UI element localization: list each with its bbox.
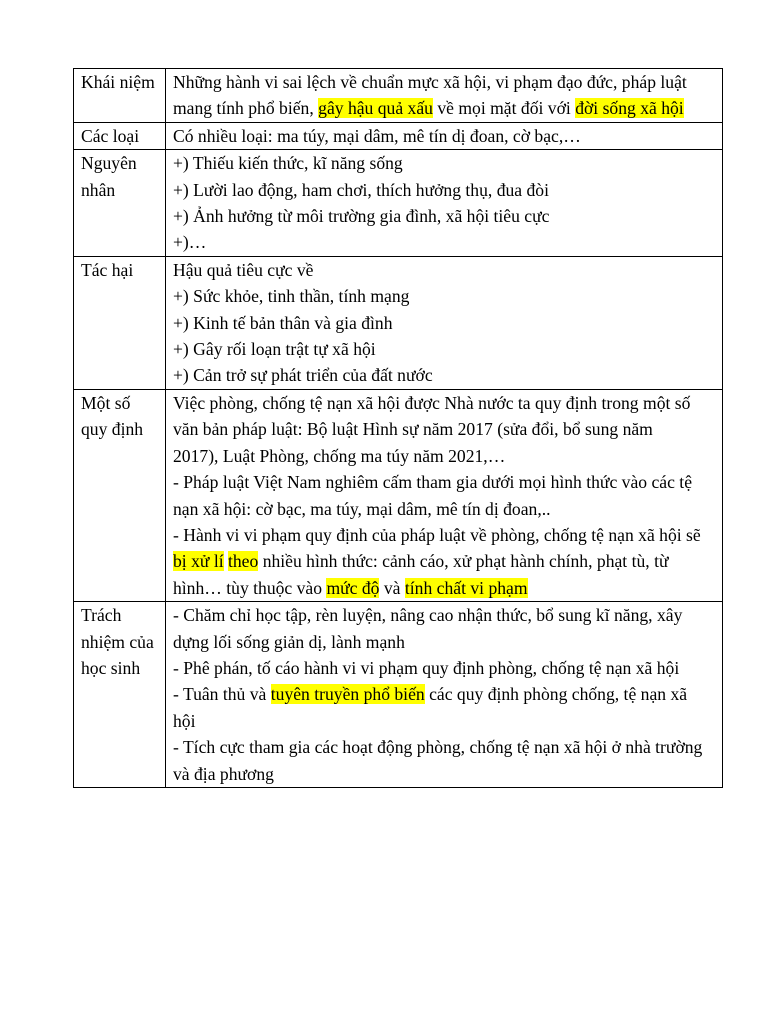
row-label-cell bbox=[74, 69, 166, 123]
text-segment: +)… bbox=[173, 232, 207, 253]
text-segment: - Tuân thủ và bbox=[173, 684, 271, 705]
text-segment: nhiều hình thức: cảnh cáo, xử phạt hành chính, phạt tù, từ bbox=[258, 551, 669, 572]
highlighted-text: đời sống xã hội bbox=[575, 98, 684, 119]
row-label-line: nhân bbox=[81, 179, 116, 200]
highlighted-text: mức độ bbox=[326, 577, 380, 598]
table-row bbox=[74, 256, 723, 389]
text-segment: hội bbox=[173, 710, 196, 731]
row-label-line: Một số bbox=[81, 392, 131, 413]
info-table bbox=[73, 68, 723, 788]
content-line bbox=[173, 575, 719, 601]
content-line bbox=[173, 469, 719, 495]
content-line bbox=[173, 708, 719, 734]
text-segment: - Pháp luật Việt Nam nghiêm cấm tham gia dưới mọi hình thức vào các tệ bbox=[173, 472, 692, 493]
text-segment: - Tích cực tham gia các hoạt động phòng, chống tệ nạn xã hội ở nhà trường bbox=[173, 737, 703, 758]
text-segment: các quy định phòng chống, tệ nạn xã bbox=[424, 684, 688, 705]
content-line bbox=[173, 229, 719, 255]
table-body bbox=[74, 69, 723, 788]
content-line bbox=[173, 522, 719, 548]
content-line bbox=[173, 443, 719, 469]
highlighted-text: gây hậu quả xấu bbox=[318, 98, 433, 119]
text-segment: hình… tùy thuộc vào bbox=[173, 577, 327, 598]
highlighted-text: tính chất vi phạm bbox=[404, 577, 528, 598]
content-line bbox=[173, 761, 719, 787]
row-content-cell bbox=[166, 602, 723, 788]
row-label-line: quy định bbox=[81, 419, 144, 440]
highlighted-text: bị xử lí bbox=[173, 551, 224, 572]
text-segment: +) Gây rối loạn trật tự xã hội bbox=[173, 339, 376, 360]
row-content-cell bbox=[166, 69, 723, 123]
row-label-cell bbox=[74, 122, 166, 149]
text-segment: dựng lối sống giản dị, lành mạnh bbox=[173, 631, 405, 652]
content-line bbox=[173, 177, 719, 203]
content-line bbox=[173, 602, 719, 628]
content-line bbox=[173, 362, 719, 388]
text-segment: Hậu quả tiêu cực về bbox=[173, 259, 314, 280]
text-segment: nạn xã hội: cờ bạc, ma túy, mại dâm, mê tín dị đoan,.. bbox=[173, 498, 551, 519]
text-segment: về mọi mặt đối với bbox=[432, 98, 576, 119]
content-line bbox=[173, 734, 719, 760]
row-label-line: học sinh bbox=[81, 657, 141, 678]
content-line bbox=[173, 95, 719, 121]
content-line bbox=[173, 69, 719, 95]
text-segment: Việc phòng, chống tệ nạn xã hội được Nhà nước ta quy định trong một số bbox=[173, 392, 691, 413]
row-label-cell bbox=[74, 150, 166, 257]
row-label-line: nhiệm của bbox=[81, 631, 154, 652]
text-segment: Những hành vi sai lệch về chuẩn mực xã hội, vi phạm đạo đức, pháp luật bbox=[173, 72, 687, 92]
row-content-cell bbox=[166, 150, 723, 257]
table-row bbox=[74, 150, 723, 257]
content-line bbox=[173, 150, 719, 176]
text-segment: văn bản pháp luật: Bộ luật Hình sự năm 2017 (sửa đổi, bổ sung năm bbox=[173, 419, 653, 440]
row-label-line: Các loại bbox=[81, 125, 140, 146]
text-segment: +) Ảnh hưởng từ môi trường gia đình, xã hội tiêu cực bbox=[173, 206, 550, 227]
table-row bbox=[74, 69, 723, 123]
text-segment: và địa phương bbox=[173, 763, 274, 784]
content-line bbox=[173, 416, 719, 442]
row-content-cell bbox=[166, 122, 723, 149]
content-line bbox=[173, 257, 719, 283]
row-label-cell bbox=[74, 256, 166, 389]
content-line bbox=[173, 283, 719, 309]
row-label-line: Trách bbox=[81, 605, 122, 626]
content-line bbox=[173, 123, 719, 149]
text-segment: mang tính phổ biến, bbox=[173, 98, 319, 119]
table-row bbox=[74, 602, 723, 788]
content-line bbox=[173, 310, 719, 336]
text-segment: +) Kinh tế bản thân và gia đình bbox=[173, 312, 393, 333]
text-segment: - Chăm chỉ học tập, rèn luyện, nâng cao nhận thức, bổ sung kĩ năng, xây bbox=[173, 605, 683, 626]
text-segment: Có nhiều loại: ma túy, mại dâm, mê tín dị đoan, cờ bạc,… bbox=[173, 125, 581, 146]
row-label-line: Nguyên bbox=[81, 153, 137, 174]
text-segment: +) Lười lao động, ham chơi, thích hưởng thụ, đua đòi bbox=[173, 179, 549, 200]
content-line bbox=[173, 681, 719, 707]
row-label-line: Tác hại bbox=[81, 259, 134, 280]
highlighted-text: theo bbox=[228, 551, 259, 572]
text-segment: +) Thiếu kiến thức, kĩ năng sống bbox=[173, 153, 403, 174]
row-content-cell bbox=[166, 256, 723, 389]
content-line bbox=[173, 655, 719, 681]
text-segment: +) Sức khỏe, tinh thần, tính mạng bbox=[173, 286, 410, 307]
row-label-line: Khái niệm bbox=[81, 72, 155, 92]
content-line bbox=[173, 203, 719, 229]
content-line bbox=[173, 390, 719, 416]
content-line bbox=[173, 629, 719, 655]
highlighted-text: tuyên truyền phổ biến bbox=[270, 684, 425, 705]
content-line bbox=[173, 496, 719, 522]
row-content-cell bbox=[166, 389, 723, 601]
table-row bbox=[74, 122, 723, 149]
text-segment: và bbox=[379, 577, 405, 598]
content-line bbox=[173, 548, 719, 574]
row-label-cell bbox=[74, 602, 166, 788]
text-segment: +) Cản trở sự phát triển của đất nước bbox=[173, 365, 433, 386]
table-row bbox=[74, 389, 723, 601]
content-line bbox=[173, 336, 719, 362]
text-segment: - Hành vi vi phạm quy định của pháp luật về phòng, chống tệ nạn xã hội sẽ bbox=[173, 524, 701, 545]
row-label-cell bbox=[74, 389, 166, 601]
text-segment: - Phê phán, tố cáo hành vi vi phạm quy định phòng, chống tệ nạn xã hội bbox=[173, 657, 680, 678]
text-segment: 2017), Luật Phòng, chống ma túy năm 2021,… bbox=[173, 445, 506, 466]
